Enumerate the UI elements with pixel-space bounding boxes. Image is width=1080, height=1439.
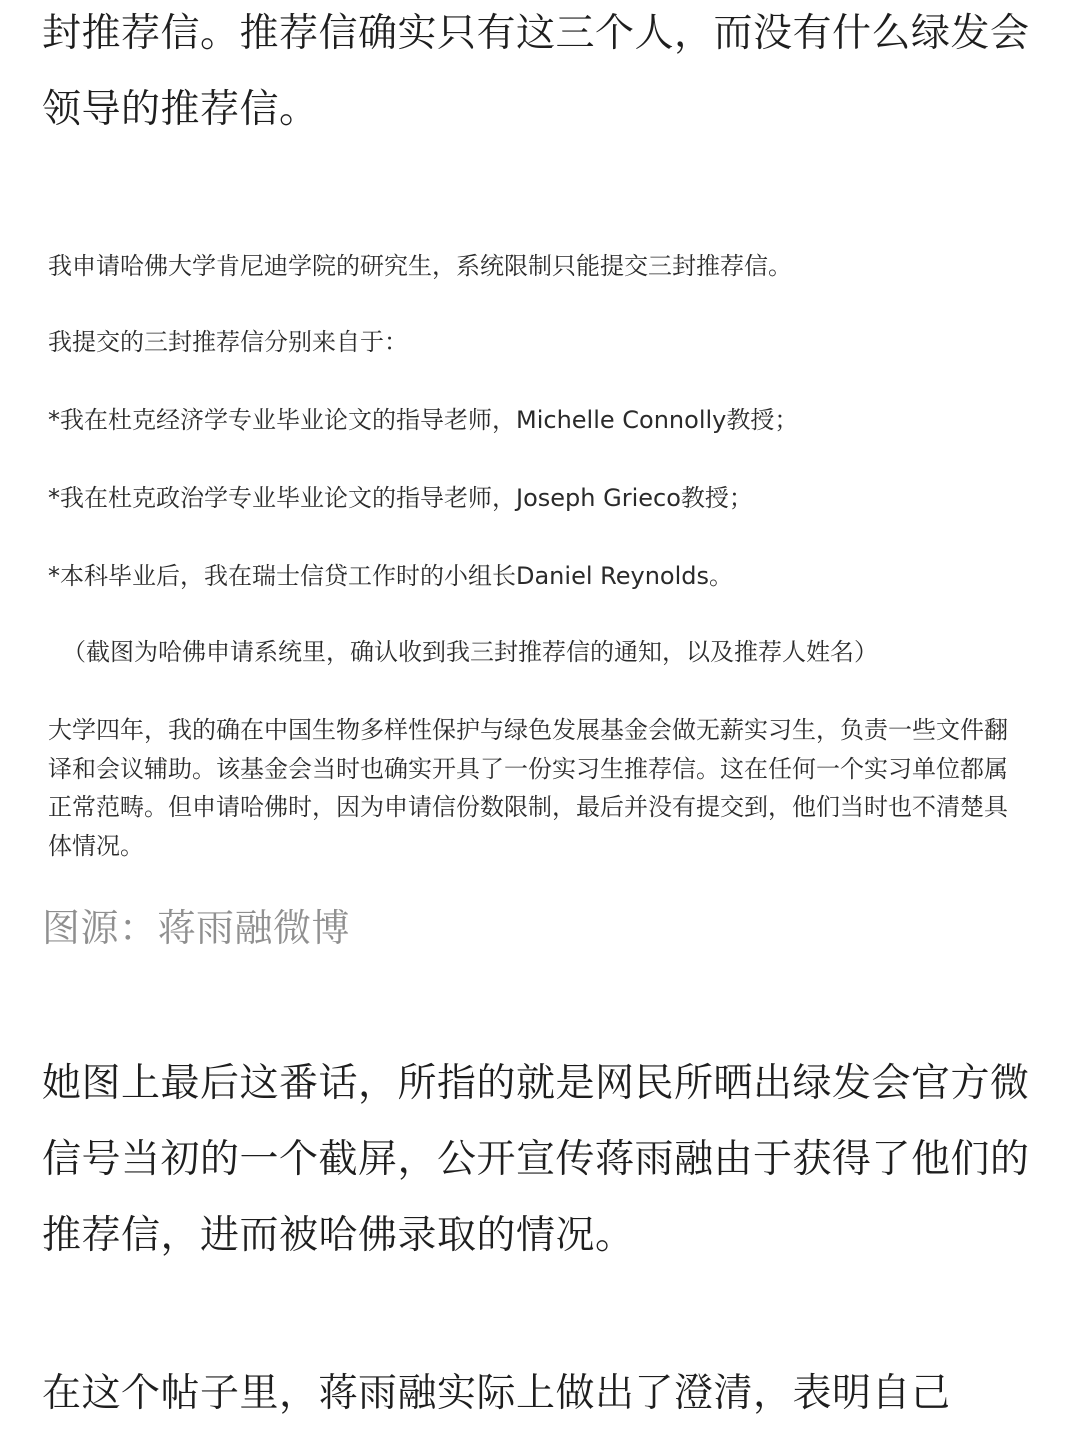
screenshot-line-recommender-2: *我在杜克政治学专业毕业论文的指导老师，Joseph Grieco教授； — [48, 484, 753, 512]
screenshot-line-recommender-3: *本科毕业后，我在瑞士信贷工作时的小组长Daniel Reynolds。 — [48, 562, 733, 590]
embedded-screenshot — [0, 235, 1080, 875]
article-paragraph-middle: 她图上最后这番话，所指的就是网民所晒出绿发会官方微信号当初的一个截屏，公开宣传蒋雨融由于获得了他们的推荐信，进而被哈佛录取的情况。 — [42, 1061, 1030, 1258]
screenshot-paragraph-internship: 大学四年，我的确在中国生物多样性保护与绿色发展基金会做无薪实习生，负责一些文件翻译和会议辅助。该基金会当时也确实开具了一份实习生推荐信。这在任何一个实习单位都属正常范畴。但申请哈佛时，因为申请信份数限制，最后并没有提交到，他们当时也不清楚具体情况。 — [48, 716, 1008, 860]
screenshot-line-application: 我申请哈佛大学肯尼迪学院的研究生，系统限制只能提交三封推荐信。 — [48, 252, 792, 280]
screenshot-line-note: （截图为哈佛申请系统里，确认收到我三封推荐信的通知，以及推荐人姓名） — [62, 638, 878, 666]
image-source-caption: 图源：蒋雨融微博 — [42, 906, 351, 950]
article-paragraph-bottom: 在这个帖子里，蒋雨融实际上做出了澄清，表明自己 — [42, 1371, 951, 1416]
screenshot-line-recommender-1: *我在杜克经济学专业毕业论文的指导老师，Michelle Connolly教授； — [48, 406, 799, 434]
article-paragraph-top: 封推荐信。推荐信确实只有这三个人，而没有什么绿发会领导的推荐信。 — [42, 11, 1030, 132]
screenshot-line-recommenders-intro: 我提交的三封推荐信分别来自于： — [48, 328, 408, 356]
